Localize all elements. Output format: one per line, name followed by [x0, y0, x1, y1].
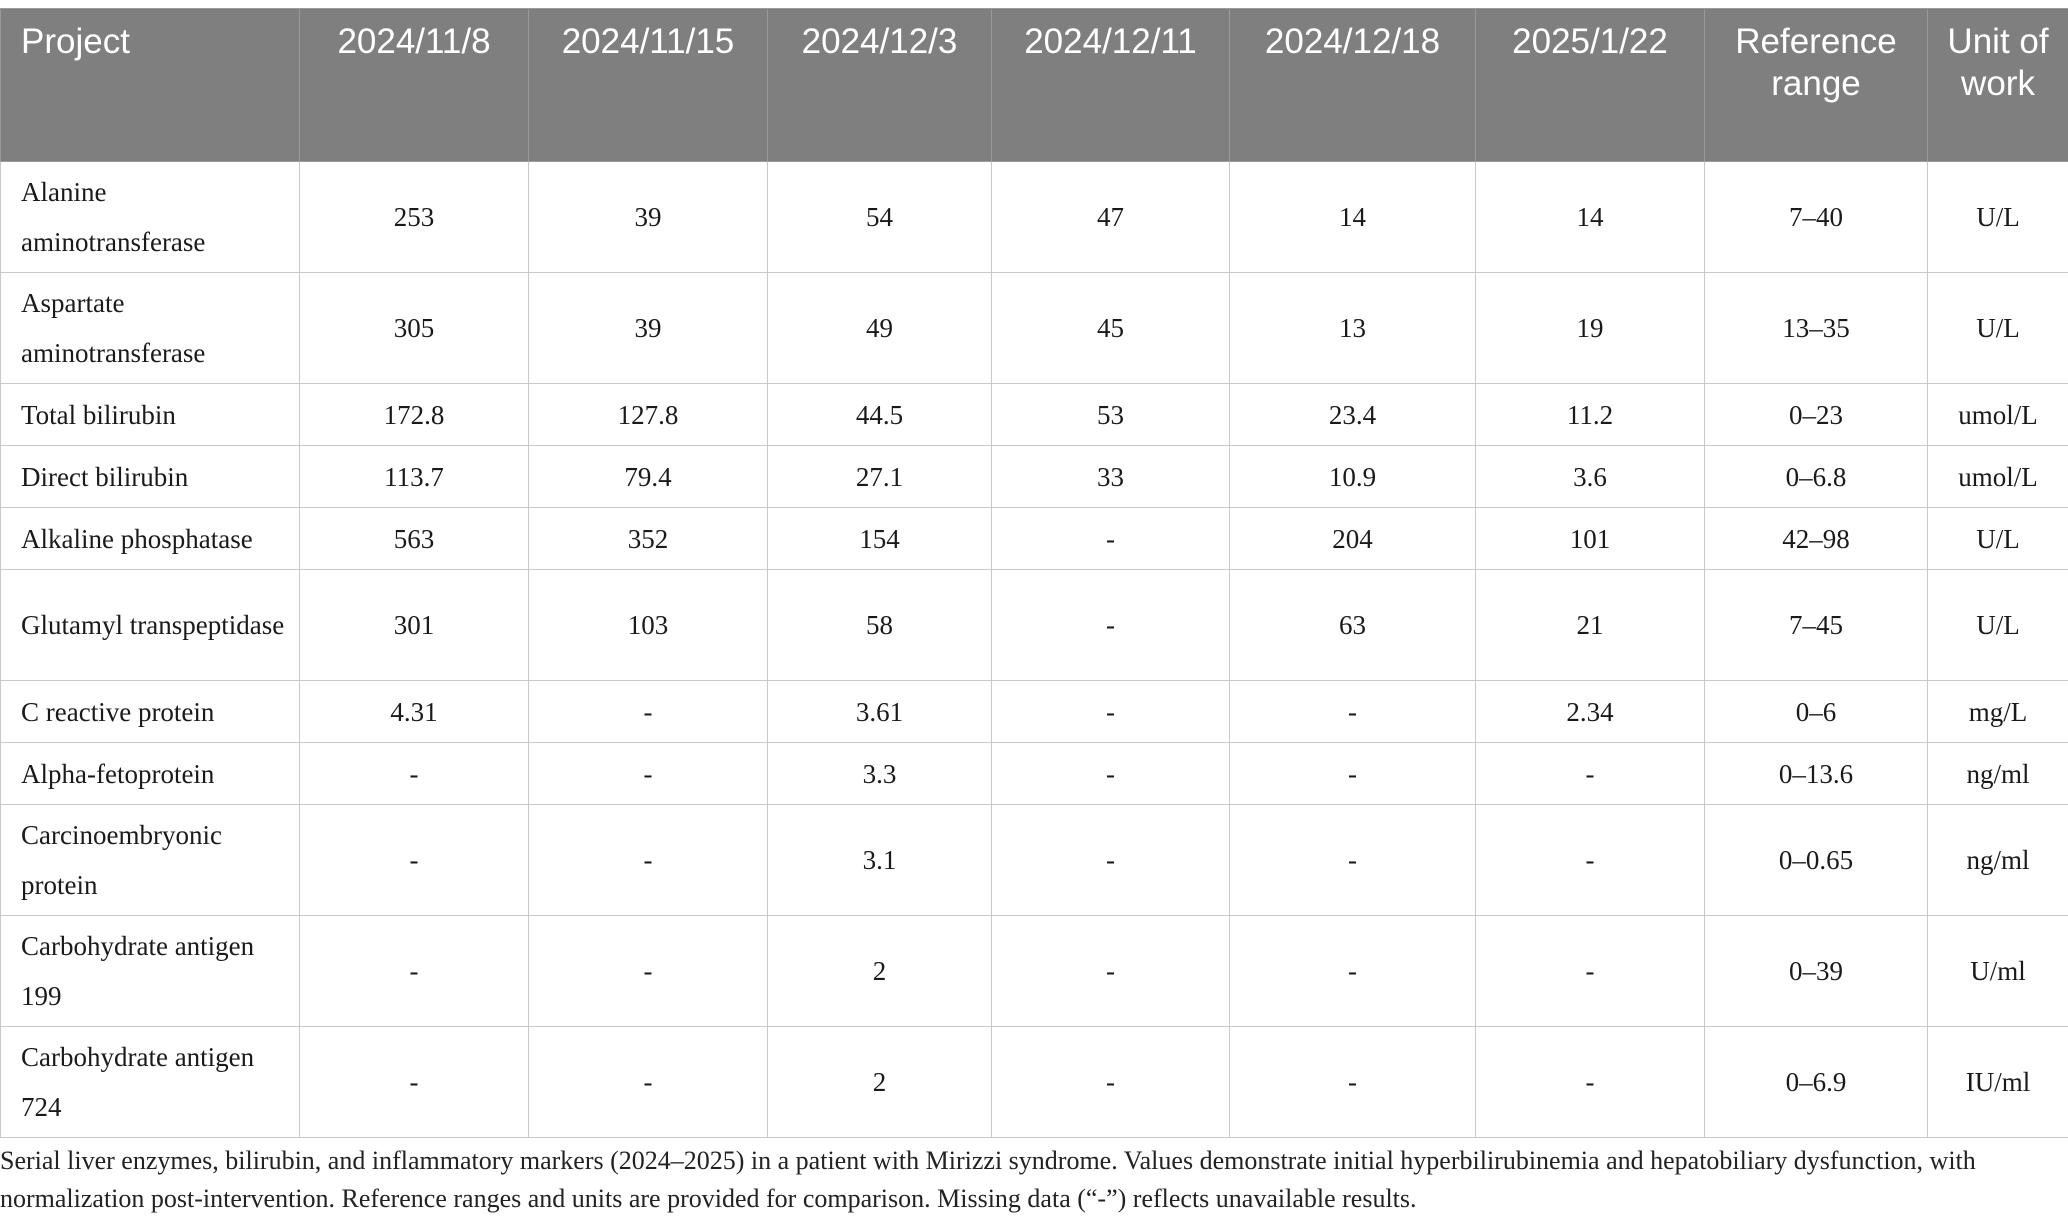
table-cell: - — [300, 743, 529, 805]
table-cell: - — [992, 681, 1230, 743]
table-cell: 3.1 — [768, 805, 992, 916]
header-date-2: 2024/11/15 — [529, 9, 768, 162]
unit-cell: U/L — [1928, 162, 2068, 273]
unit-cell: ng/ml — [1928, 805, 2068, 916]
header-date-4: 2024/12/11 — [992, 9, 1230, 162]
unit-cell: umol/L — [1928, 384, 2068, 446]
row-label: C reactive protein — [1, 681, 300, 743]
unit-cell: U/L — [1928, 570, 2068, 681]
table-cell: 13 — [1230, 273, 1476, 384]
table-row — [1, 384, 2068, 446]
header-date-6: 2025/1/22 — [1476, 9, 1705, 162]
table-cell: 253 — [300, 162, 529, 273]
table-cell: - — [529, 743, 768, 805]
table-cell: 2 — [768, 916, 992, 1027]
lab-results-table — [0, 8, 2068, 1138]
table-cell: 44.5 — [768, 384, 992, 446]
table-cell: 204 — [1230, 508, 1476, 570]
table-cell: 113.7 — [300, 446, 529, 508]
table-caption: Serial liver enzymes, bilirubin, and inflammatory markers (2024–2025) in a patient with Mirizzi syndrome. Values demonstrate initial hyperbilirubinemia and hepatobiliary dysfunction, with normalization post-intervention. Reference ranges and units are provided for comparison. Missing data (“-”) reflects unavailable results. — [0, 1146, 1976, 1213]
table-row — [1, 805, 2068, 916]
table-cell: 79.4 — [529, 446, 768, 508]
table-row — [1, 162, 2068, 273]
table-cell: - — [529, 916, 768, 1027]
table-cell: - — [992, 743, 1230, 805]
table-cell: 154 — [768, 508, 992, 570]
table-row — [1, 1027, 2068, 1138]
table-cell: 2.34 — [1476, 681, 1705, 743]
table-cell: 39 — [529, 162, 768, 273]
table-cell: 127.8 — [529, 384, 768, 446]
row-label: Alpha-fetoprotein — [1, 743, 300, 805]
unit-cell: IU/ml — [1928, 1027, 2068, 1138]
header-reference-range: Reference range — [1705, 9, 1928, 162]
table-cell: - — [1230, 681, 1476, 743]
table-cell: 33 — [992, 446, 1230, 508]
header-date-3: 2024/12/3 — [768, 9, 992, 162]
header-date-1: 2024/11/8 — [300, 9, 529, 162]
table-cell: 21 — [1476, 570, 1705, 681]
table-cell: 101 — [1476, 508, 1705, 570]
reference-range-cell: 0–23 — [1705, 384, 1928, 446]
table-row — [1, 446, 2068, 508]
table-cell: 14 — [1230, 162, 1476, 273]
reference-range-cell: 0–39 — [1705, 916, 1928, 1027]
table-cell: 49 — [768, 273, 992, 384]
reference-range-cell: 0–6.9 — [1705, 1027, 1928, 1138]
row-label: Carcinoembryonic protein — [1, 805, 300, 916]
table-cell: 563 — [300, 508, 529, 570]
table-cell: - — [1476, 1027, 1705, 1138]
table-cell: 54 — [768, 162, 992, 273]
table-cell: - — [992, 508, 1230, 570]
reference-range-cell: 0–6 — [1705, 681, 1928, 743]
table-cell: 3.6 — [1476, 446, 1705, 508]
row-label: Carbohydrate antigen 199 — [1, 916, 300, 1027]
reference-range-cell: 42–98 — [1705, 508, 1928, 570]
table-cell: 301 — [300, 570, 529, 681]
unit-cell: U/L — [1928, 273, 2068, 384]
table-cell: - — [992, 805, 1230, 916]
table-cell: 23.4 — [1230, 384, 1476, 446]
table-cell: - — [992, 1027, 1230, 1138]
table-cell: - — [1476, 916, 1705, 1027]
lab-results-table-container — [0, 8, 2068, 1138]
table-cell: - — [529, 681, 768, 743]
table-cell: 352 — [529, 508, 768, 570]
table-row — [1, 916, 2068, 1027]
table-cell: 19 — [1476, 273, 1705, 384]
table-cell: - — [1476, 805, 1705, 916]
table-cell: 172.8 — [300, 384, 529, 446]
table-cell: 14 — [1476, 162, 1705, 273]
reference-range-cell: 0–6.8 — [1705, 446, 1928, 508]
table-cell: 3.3 — [768, 743, 992, 805]
table-cell: 39 — [529, 273, 768, 384]
table-row — [1, 681, 2068, 743]
table-cell: - — [529, 805, 768, 916]
table-cell: - — [529, 1027, 768, 1138]
reference-range-cell: 0–0.65 — [1705, 805, 1928, 916]
table-row — [1, 508, 2068, 570]
table-row — [1, 570, 2068, 681]
header-unit: Unit of work — [1928, 9, 2068, 162]
table-cell: 53 — [992, 384, 1230, 446]
row-label: Alanine aminotransferase — [1, 162, 300, 273]
table-cell: - — [300, 805, 529, 916]
row-label: Total bilirubin — [1, 384, 300, 446]
table-row — [1, 273, 2068, 384]
table-cell: 47 — [992, 162, 1230, 273]
table-cell: 103 — [529, 570, 768, 681]
reference-range-cell: 7–45 — [1705, 570, 1928, 681]
reference-range-cell: 7–40 — [1705, 162, 1928, 273]
table-cell: - — [1230, 743, 1476, 805]
table-cell: 305 — [300, 273, 529, 384]
table-cell: 45 — [992, 273, 1230, 384]
table-row — [1, 743, 2068, 805]
unit-cell: umol/L — [1928, 446, 2068, 508]
header-project: Project — [1, 9, 300, 162]
unit-cell: ng/ml — [1928, 743, 2068, 805]
table-cell: - — [1476, 743, 1705, 805]
table-cell: - — [1230, 805, 1476, 916]
unit-cell: U/ml — [1928, 916, 2068, 1027]
row-label: Glutamyl transpeptidase — [1, 570, 300, 681]
table-cell: - — [300, 1027, 529, 1138]
table-cell: - — [992, 916, 1230, 1027]
unit-cell: mg/L — [1928, 681, 2068, 743]
reference-range-cell: 0–13.6 — [1705, 743, 1928, 805]
table-cell: 63 — [1230, 570, 1476, 681]
row-label: Carbohydrate antigen 724 — [1, 1027, 300, 1138]
reference-range-cell: 13–35 — [1705, 273, 1928, 384]
table-cell: 4.31 — [300, 681, 529, 743]
table-cell: 2 — [768, 1027, 992, 1138]
unit-cell: U/L — [1928, 508, 2068, 570]
row-label: Direct bilirubin — [1, 446, 300, 508]
table-cell: - — [992, 570, 1230, 681]
table-cell: - — [1230, 1027, 1476, 1138]
row-label: Aspartate aminotransferase — [1, 273, 300, 384]
table-cell: 3.61 — [768, 681, 992, 743]
table-cell: 58 — [768, 570, 992, 681]
header-date-5: 2024/12/18 — [1230, 9, 1476, 162]
table-header-row — [1, 9, 2068, 162]
row-label: Alkaline phosphatase — [1, 508, 300, 570]
table-cell: 10.9 — [1230, 446, 1476, 508]
table-cell: - — [1230, 916, 1476, 1027]
table-cell: 11.2 — [1476, 384, 1705, 446]
table-cell: - — [300, 916, 529, 1027]
table-cell: 27.1 — [768, 446, 992, 508]
